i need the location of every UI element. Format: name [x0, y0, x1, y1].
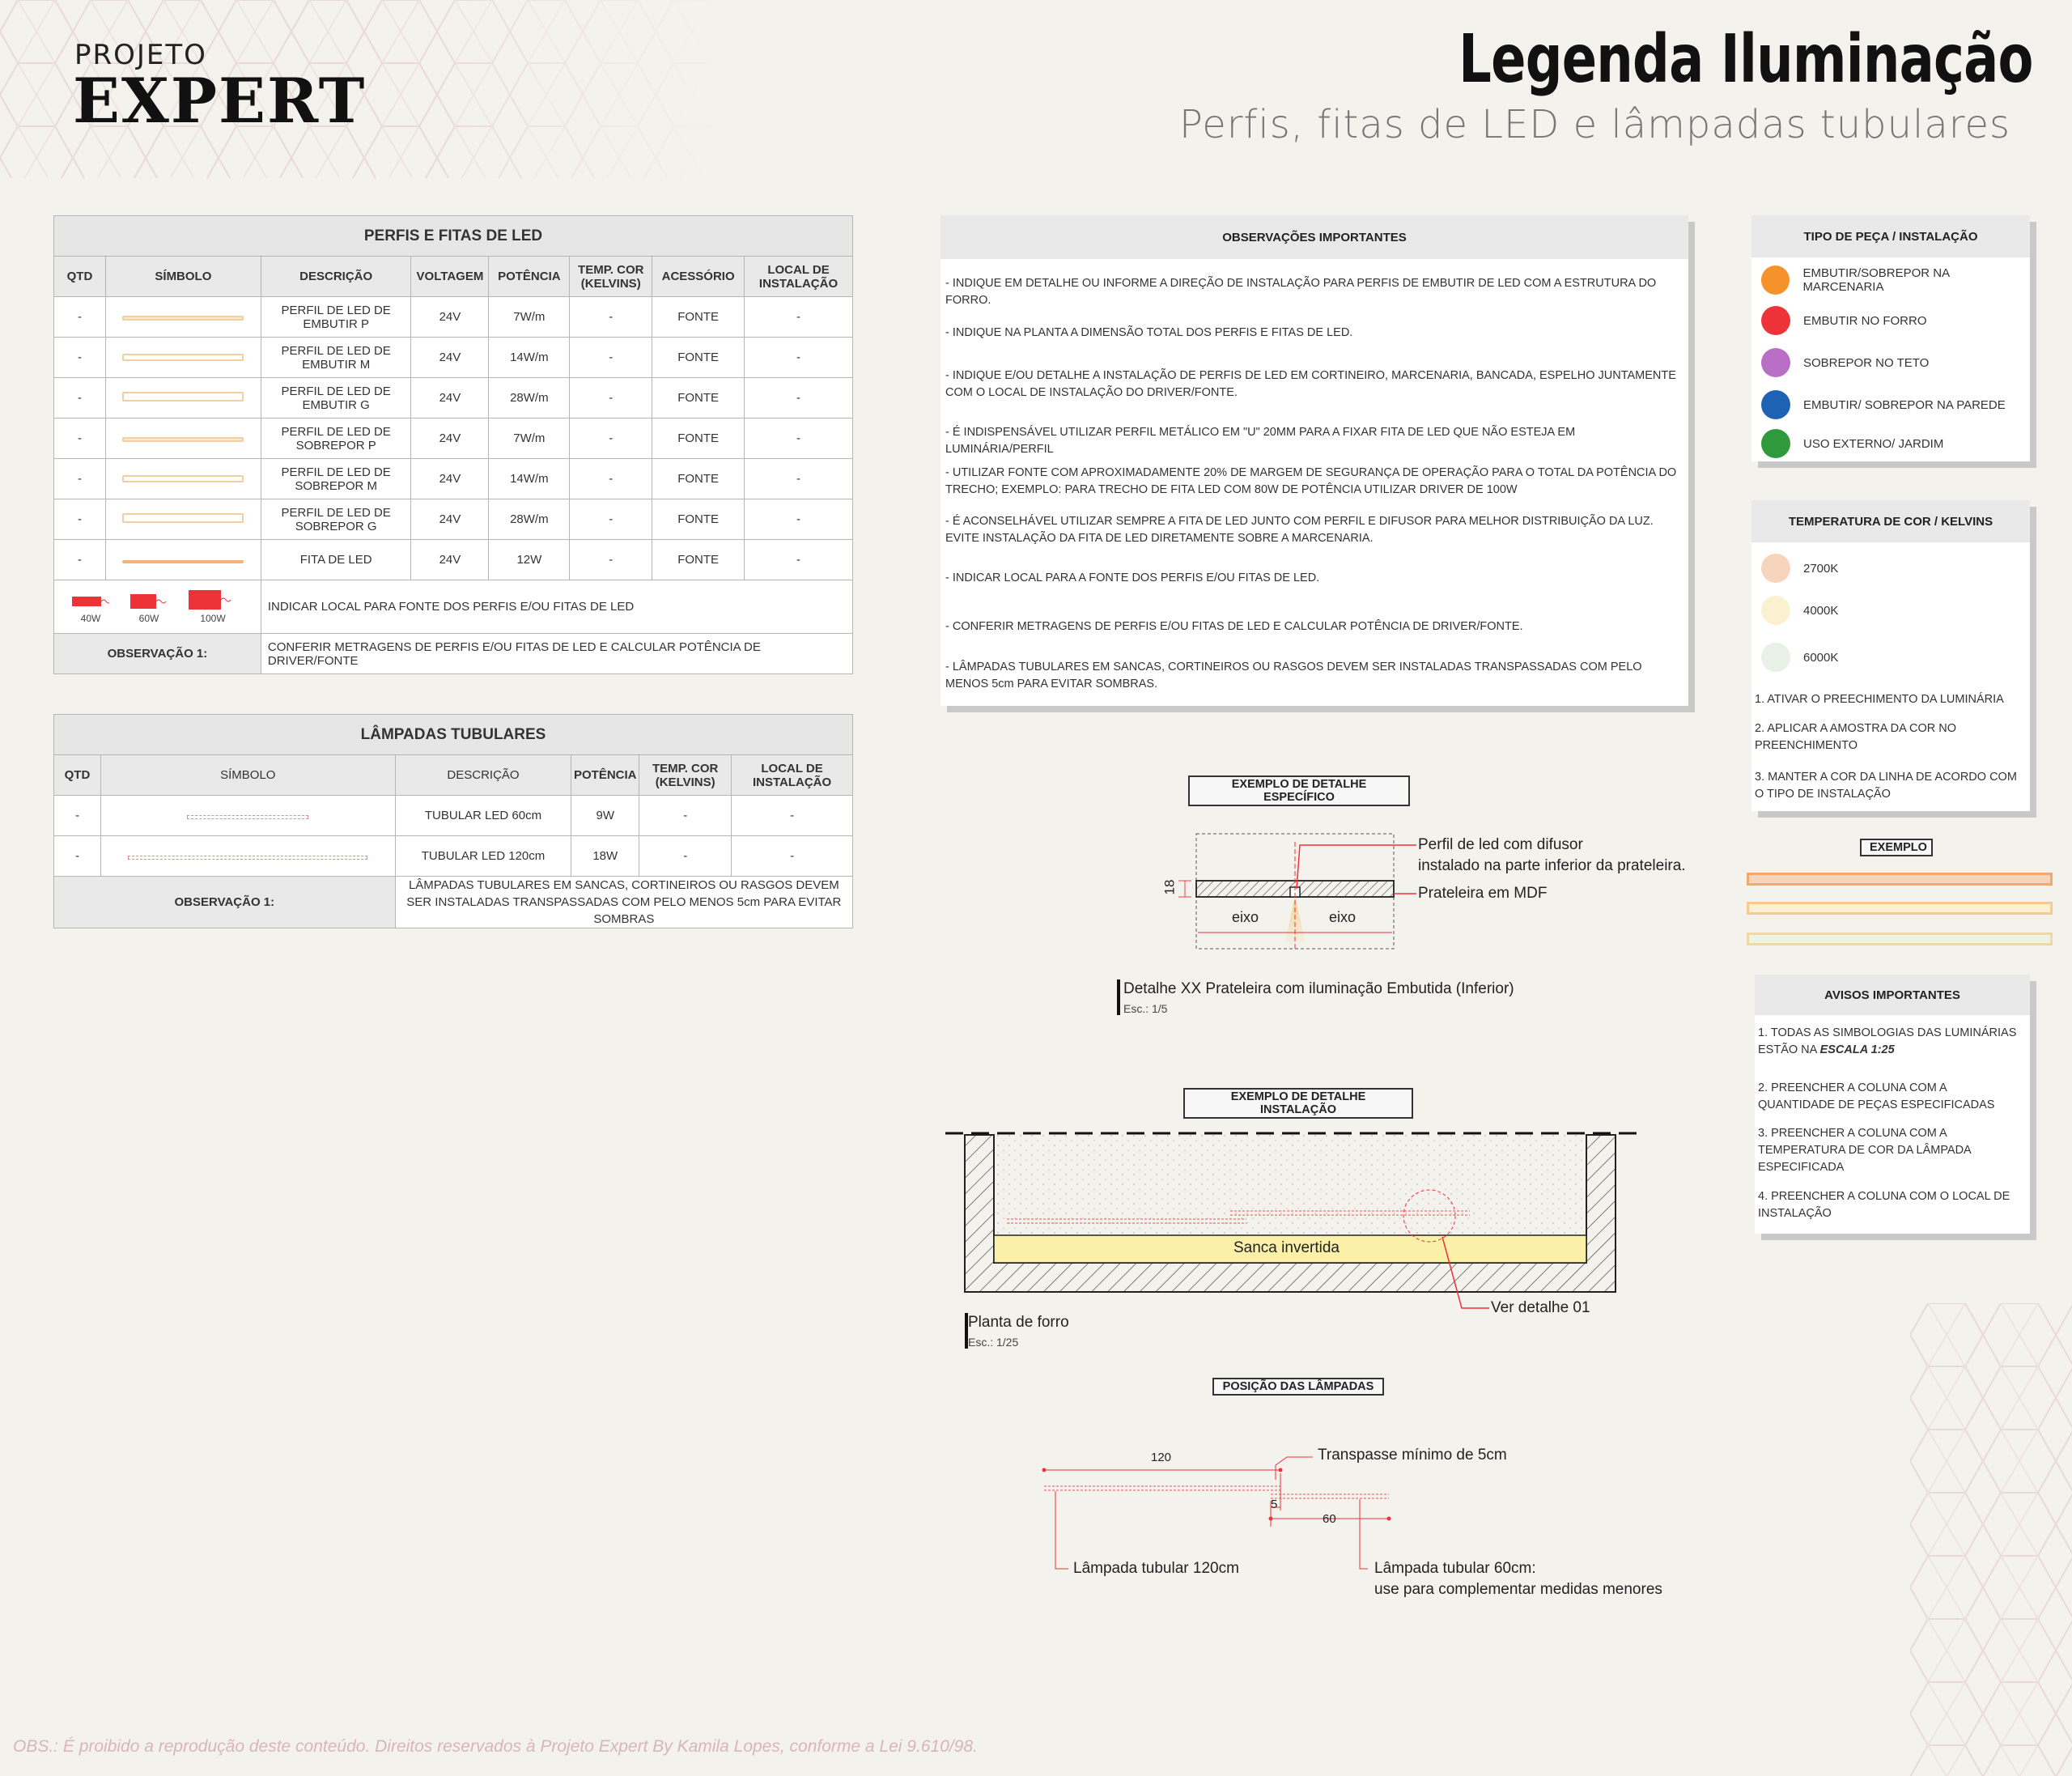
table-row	[54, 796, 853, 836]
symbol-sobrepor-g	[105, 499, 261, 540]
obs-item: - INDIQUE NA PLANTA A DIMENSÃO TOTAL DOS PERFIS E FITAS DE LED.	[945, 326, 1353, 339]
obs-text: CONFERIR METRAGENS DE PERFIS E/OU FITAS DE LED E CALCULAR POTÊNCIA DE DRIVER/FONTE	[261, 634, 852, 674]
cell-volt: 24V	[411, 338, 489, 378]
col-header: SÍMBOLO	[105, 257, 261, 297]
legend-label: 2700K	[1803, 561, 1839, 576]
col-header: LOCAL DE INSTALAÇÃO	[745, 257, 853, 297]
obs-label: OBSERVAÇÃO 1:	[54, 877, 396, 928]
aviso-item: 2. PREENCHER A COLUNA COM A QUANTIDADE DE PEÇAS ESPECIFICADAS	[1758, 1081, 1995, 1111]
temp-note: 1. ATIVAR O PREECHIMENTO DA LUMINÁRIA	[1755, 693, 2004, 706]
cell-local: -	[745, 499, 853, 540]
tipo-peca-panel	[1751, 215, 2030, 461]
col-header: POTÊNCIA	[571, 755, 639, 796]
copyright-footer: OBS.: É proibido a reprodução deste conteúdo. Direitos reservados à Projeto Expert By Kamila Lopes, conforme a Lei 9.610/98.	[13, 1737, 978, 1756]
fonte-40w-icon	[72, 592, 109, 610]
obs-item: - É INDISPENSÁVEL UTILIZAR PERFIL METÁLICO EM "U" 20MM PARA A FIXAR FITA DE LED QUE NÃO ESTEJA EM LUMINÁRIA/PERFIL	[945, 426, 1576, 456]
exemplo-swatch-6000	[1747, 933, 2053, 945]
legend-item	[1761, 643, 1838, 672]
obs-item: - UTILIZAR FONTE COM APROXIMADAMENTE 20% DE MARGEM DE SEGURANÇA DE OPERAÇÃO PARA O TOTAL DA POTÊNCIA DO TRECHO; EXEMPLO: PARA TRECHO DE FITA LED COM 80W DE POTÊNCIA UTILIZAR DRIVER DE 100W	[945, 466, 1677, 496]
legend-item	[1761, 266, 2030, 295]
legend-label: USO EXTERNO/ JARDIM	[1803, 436, 1944, 451]
observacoes-title: OBSERVAÇÕES IMPORTANTES	[940, 215, 1688, 259]
obs-item: - INDIQUE E/OU DETALHE A INSTALAÇÃO DE PERFIS DE LED EM CORTINEIRO, MARCENARIA, BANCADA, ESPELHO JUNTAMENTE COM O LOCAL DE INSTALAÇÃO DO DRIVER/FONTE.	[945, 369, 1676, 399]
perfil-label-2: instalado na parte inferior da prateleira.	[1418, 857, 1686, 874]
cell-temp: -	[570, 297, 652, 338]
dim-18: 18	[1161, 879, 1178, 895]
fonte-label: 60W	[138, 612, 159, 624]
dim-120: 120	[1151, 1451, 1172, 1464]
temp-2700-icon	[1761, 554, 1790, 583]
purple-dot-icon	[1761, 348, 1790, 377]
prateleira-label: Prateleira em MDF	[1418, 885, 1548, 902]
orange-dot-icon	[1761, 266, 1790, 295]
fonte-label: 40W	[80, 612, 101, 624]
cell-acess: FONTE	[652, 419, 745, 459]
cell-qtd: -	[54, 499, 106, 540]
cell-local: -	[745, 378, 853, 419]
tubular-table	[53, 714, 853, 928]
col-header: DESCRIÇÃO	[261, 257, 411, 297]
obs-item: - INDICAR LOCAL PARA A FONTE DOS PERFIS E/OU FITAS DE LED.	[945, 571, 1320, 584]
table-row	[54, 499, 853, 540]
cell-desc: PERFIL DE LED DE EMBUTIR G	[261, 378, 411, 419]
hex-pattern-bottom	[1910, 1303, 2072, 1776]
page-title: Legenda Iluminação	[1458, 21, 2033, 98]
legend-item	[1761, 429, 1943, 458]
symbol-tubular-60	[100, 796, 395, 836]
cell-acess: FONTE	[652, 499, 745, 540]
col-header: QTD	[54, 755, 101, 796]
detalhe-instalacao-tag: EXEMPLO DE DETALHE INSTALAÇÃO	[1183, 1088, 1413, 1119]
cell-temp: -	[570, 419, 652, 459]
cell-pot: 9W	[571, 796, 639, 836]
table-row	[54, 338, 853, 378]
cell-volt: 24V	[411, 419, 489, 459]
cell-qtd: -	[54, 338, 106, 378]
cell-desc: PERFIL DE LED DE EMBUTIR P	[261, 297, 411, 338]
brand-logo: EXPERT	[73, 65, 367, 137]
detail-caption-bar	[1117, 979, 1120, 1015]
cell-qtd: -	[54, 836, 101, 877]
symbol-tubular-120	[100, 836, 395, 877]
eixo-right-label: eixo	[1329, 909, 1357, 925]
cell-pot: 28W/m	[489, 378, 570, 419]
detalhe-especifico-tag: EXEMPLO DE DETALHE ESPECÍFICO	[1188, 775, 1410, 806]
legend-item	[1761, 348, 1929, 377]
cell-volt: 24V	[411, 499, 489, 540]
col-header: VOLTAGEM	[411, 257, 489, 297]
forro-scale: Esc.: 1/25	[968, 1336, 1019, 1349]
table-row	[54, 836, 853, 877]
cell-temp: -	[639, 796, 732, 836]
legend-item	[1761, 306, 1927, 335]
cell-local: -	[745, 540, 853, 580]
cell-desc: PERFIL DE LED DE SOBREPOR G	[261, 499, 411, 540]
symbol-sobrepor-p	[105, 419, 261, 459]
page-subtitle: Perfis, fitas de LED e lâmpadas tubulares	[1179, 102, 2010, 147]
cell-desc: TUBULAR LED 120cm	[395, 836, 571, 877]
cell-acess: FONTE	[652, 378, 745, 419]
cell-volt: 24V	[411, 378, 489, 419]
obs-item: - INDIQUE EM DETALHE OU INFORME A DIREÇÃO DE INSTALAÇÃO PARA PERFIS DE EMBUTIR DE LED COM A ESTRUTURA DO FORRO.	[945, 277, 1657, 307]
blue-dot-icon	[1761, 390, 1790, 419]
cell-pot: 18W	[571, 836, 639, 877]
cell-temp: -	[570, 378, 652, 419]
temp-6000-icon	[1761, 643, 1790, 672]
lamp-120-label: Lâmpada tubular 120cm	[1073, 1560, 1239, 1577]
symbol-sobrepor-m	[105, 459, 261, 499]
exemplo-swatch-4000	[1747, 902, 2053, 915]
cell-desc: PERFIL DE LED DE EMBUTIR M	[261, 338, 411, 378]
cell-volt: 24V	[411, 297, 489, 338]
symbol-fita-led	[105, 540, 261, 580]
detail-caption: Detalhe XX Prateleira com iluminação Embutida (Inferior)	[1123, 980, 1514, 997]
avisos-title	[1755, 975, 2030, 1015]
fonte-100w-icon	[189, 590, 237, 610]
posicao-tag: POSIÇÃO DAS LÂMPADAS	[1212, 1378, 1384, 1396]
avisos-panel	[1755, 975, 2030, 1234]
cell-qtd: -	[54, 796, 101, 836]
obs-text: LÂMPADAS TUBULARES EM SANCAS, CORTINEIROS OU RASGOS DEVEM SER INSTALADAS TRANSPASSADAS COM PELO MENOS 5cm PARA EVITAR SOMBRAS	[395, 877, 852, 928]
lamp-60-label-1: Lâmpada tubular 60cm:	[1374, 1560, 1536, 1577]
legend-label: 6000K	[1803, 650, 1839, 665]
aviso-text: 1. TODAS AS SIMBOLOGIAS DAS LUMINÁRIAS ESTÃO NA	[1758, 1026, 2017, 1056]
dim-5: 5	[1271, 1498, 1278, 1511]
legend-label: EMBUTIR/ SOBREPOR NA PAREDE	[1803, 397, 2006, 412]
table-row	[54, 459, 853, 499]
cell-local: -	[732, 796, 853, 836]
exemplo-tag: EXEMPLO	[1860, 839, 1933, 856]
tubular-table-caption: LÂMPADAS TUBULARES	[54, 715, 853, 755]
forro-caption: Planta de forro	[968, 1314, 1069, 1331]
eixo-left-label: eixo	[1232, 909, 1259, 925]
obs-label: OBSERVAÇÃO 1:	[54, 634, 261, 674]
fonte-text: INDICAR LOCAL PARA FONTE DOS PERFIS E/OU FITAS DE LED	[261, 580, 852, 634]
legend-label: EMBUTIR/SOBREPOR NA MARCENARIA	[1802, 266, 1950, 294]
exemplo-swatch-2700	[1747, 873, 2053, 886]
table-row	[54, 297, 853, 338]
aviso-item	[1758, 1025, 2025, 1059]
col-header: QTD	[54, 257, 106, 297]
obs-item: - É ACONSELHÁVEL UTILIZAR SEMPRE A FITA DE LED JUNTO COM PERFIL E DIFUSOR PARA MELHOR DISTRIBUIÇÃO DA LUZ. EVITE INSTALAÇÃO DA FITA DE LED DIRETAMENTE SOBRE A MARCENARIA.	[945, 515, 1654, 545]
fonte-symbols	[54, 580, 261, 634]
symbol-embutir-p	[105, 297, 261, 338]
cell-pot: 7W/m	[489, 297, 570, 338]
cell-pot: 7W/m	[489, 419, 570, 459]
avisos-title-text: AVISOS IMPORTANTES	[1824, 988, 1960, 1002]
cell-temp: -	[570, 499, 652, 540]
cell-local: -	[745, 297, 853, 338]
lamp-60-label-2: use para complementar medidas menores	[1374, 1581, 1662, 1598]
brand-top: PROJETO	[74, 39, 207, 71]
cell-temp: -	[639, 836, 732, 877]
col-header: TEMP. COR (KELVINS)	[570, 257, 652, 297]
cell-qtd: -	[54, 540, 106, 580]
cell-temp: -	[570, 338, 652, 378]
perfis-table	[53, 215, 853, 674]
cell-pot: 14W/m	[489, 338, 570, 378]
tipo-peca-title: TIPO DE PEÇA / INSTALAÇÃO	[1751, 215, 2030, 257]
col-header: LOCAL DE INSTALAÇÃO	[732, 755, 853, 796]
cell-pot: 12W	[489, 540, 570, 580]
aviso-emph: ESCALA 1:25	[1819, 1043, 1895, 1056]
observacoes-panel	[940, 215, 1688, 706]
legend-item	[1761, 390, 2006, 419]
cell-desc: FITA DE LED	[261, 540, 411, 580]
forro-plan-drawing	[939, 1124, 1643, 1318]
temperatura-title: TEMPERATURA DE COR / KELVINS	[1751, 500, 2030, 542]
dim-60: 60	[1323, 1512, 1336, 1526]
cell-pot: 28W/m	[489, 499, 570, 540]
transpasse-label: Transpasse mínimo de 5cm	[1318, 1447, 1507, 1464]
cell-volt: 24V	[411, 459, 489, 499]
cell-temp: -	[570, 459, 652, 499]
temp-note: 3. MANTER A COR DA LINHA DE ACORDO COM O TIPO DE INSTALAÇÃO	[1755, 771, 2017, 801]
temp-note: 2. APLICAR A AMOSTRA DA COR NO PREENCHIMENTO	[1755, 722, 1956, 752]
col-header: POTÊNCIA	[489, 257, 570, 297]
aviso-item: 4. PREENCHER A COLUNA COM O LOCAL DE INSTALAÇÃO	[1758, 1190, 2010, 1220]
symbol-embutir-m	[105, 338, 261, 378]
shelf-detail-drawing	[1149, 826, 1441, 955]
cell-acess: FONTE	[652, 338, 745, 378]
cell-temp: -	[570, 540, 652, 580]
cell-acess: FONTE	[652, 540, 745, 580]
legend-item	[1761, 596, 1838, 625]
obs-item: - CONFERIR METRAGENS DE PERFIS E/OU FITAS DE LED E CALCULAR POTÊNCIA DE DRIVER/FONTE.	[945, 620, 1523, 633]
cell-desc: PERFIL DE LED DE SOBREPOR M	[261, 459, 411, 499]
cell-volt: 24V	[411, 540, 489, 580]
table-row	[54, 419, 853, 459]
perfil-label-1: Perfil de led com difusor	[1418, 836, 1583, 853]
legend-item	[1761, 554, 1838, 583]
red-dot-icon	[1761, 306, 1790, 335]
col-header: DESCRIÇÃO	[395, 755, 571, 796]
col-header: TEMP. COR (KELVINS)	[639, 755, 732, 796]
temperatura-panel	[1751, 500, 2030, 811]
legend-label: SOBREPOR NO TETO	[1803, 355, 1930, 370]
green-dot-icon	[1761, 429, 1790, 458]
cell-desc: PERFIL DE LED DE SOBREPOR P	[261, 419, 411, 459]
legend-label: 4000K	[1803, 603, 1839, 618]
cell-local: -	[745, 459, 853, 499]
legend-label: EMBUTIR NO FORRO	[1803, 313, 1927, 328]
aviso-item: 3. PREENCHER A COLUNA COM A TEMPERATURA DE COR DA LÂMPADA ESPECIFICADA	[1758, 1127, 1971, 1174]
obs-item: - LÂMPADAS TUBULARES EM SANCAS, CORTINEIROS OU RASGOS DEVEM SER INSTALADAS TRANSPASSADAS COM PELO MENOS 5cm PARA EVITAR SOMBRAS.	[945, 661, 1642, 690]
cell-local: -	[745, 419, 853, 459]
symbol-embutir-g	[105, 378, 261, 419]
temp-4000-icon	[1761, 596, 1790, 625]
table-row	[54, 378, 853, 419]
cell-local: -	[732, 836, 853, 877]
cell-qtd: -	[54, 378, 106, 419]
col-header: SÍMBOLO	[100, 755, 395, 796]
perfis-table-caption: PERFIS E FITAS DE LED	[54, 216, 853, 257]
sanca-label: Sanca invertida	[1233, 1239, 1340, 1256]
cell-pot: 14W/m	[489, 459, 570, 499]
detail-scale: Esc.: 1/5	[1123, 1002, 1168, 1015]
cell-desc: TUBULAR LED 60cm	[395, 796, 571, 836]
fonte-60w-icon	[130, 592, 168, 610]
cell-local: -	[745, 338, 853, 378]
table-row	[54, 540, 853, 580]
fonte-label: 100W	[200, 612, 226, 624]
cell-qtd: -	[54, 459, 106, 499]
cell-qtd: -	[54, 419, 106, 459]
cell-acess: FONTE	[652, 459, 745, 499]
cell-acess: FONTE	[652, 297, 745, 338]
col-header: ACESSÓRIO	[652, 257, 745, 297]
cell-qtd: -	[54, 297, 106, 338]
ver-detalhe-label: Ver detalhe 01	[1491, 1299, 1590, 1316]
